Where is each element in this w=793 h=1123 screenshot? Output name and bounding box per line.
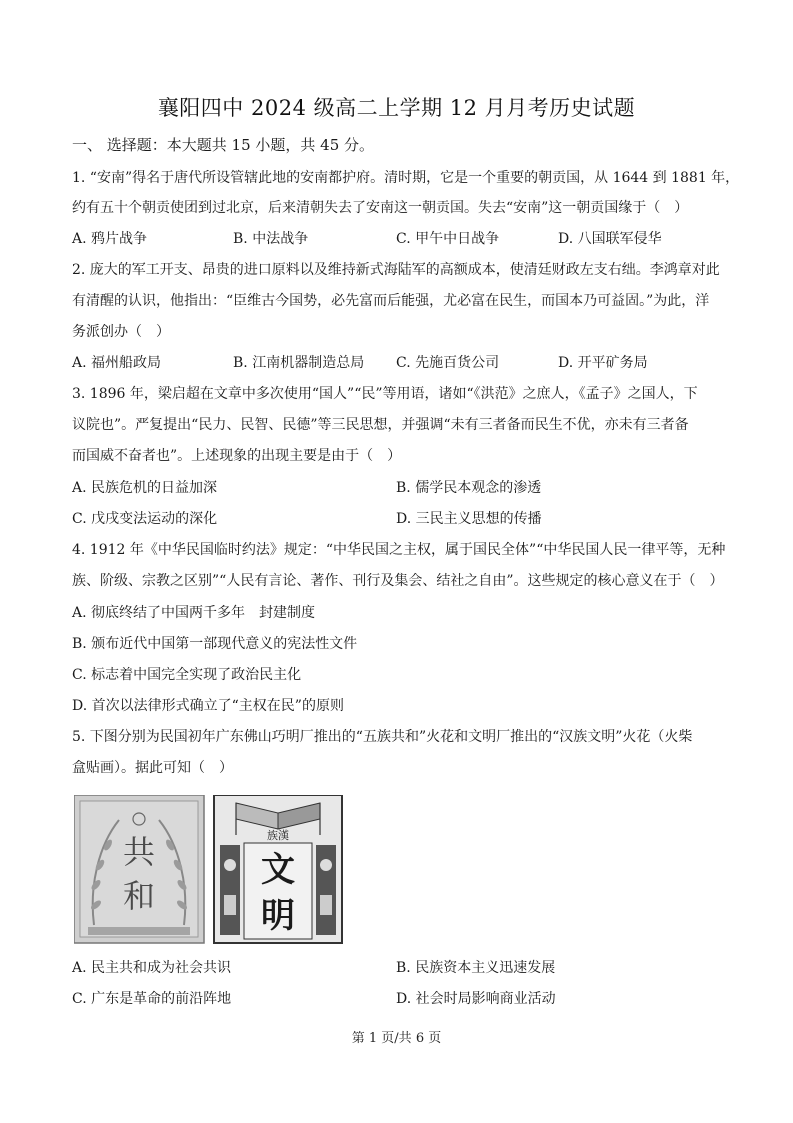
question-3-line-1: 3. 1896 年，梁启超在文章中多次使用“国人”“民”等用语，诸如“《洪范》之庶人，《孟子》之国人，下: [72, 386, 698, 402]
q5-option-d: D. 社会时局影响商业活动: [396, 991, 556, 1007]
question-4-line-1: 4. 1912 年《中华民国临时约法》规定：“中华民国之主权，属于国民全体”“中华民国人民一律平等，无种: [72, 542, 726, 558]
q3-option-d: D. 三民主义思想的传播: [396, 511, 542, 527]
page-footer: 第 1 页/共 6 页: [351, 1031, 442, 1046]
page-title: 襄阳四中 2024 级高二上学期 12 月月考历史试题: [157, 96, 636, 120]
q1-option-c: C. 甲午中日战争: [396, 231, 500, 247]
question-2-line-2: 有清醒的认识，他指出：“臣维古今国势，必先富而后能强，尤必富在民生，而国本乃可益固。”为此，洋: [72, 293, 710, 309]
q5-option-a: A. 民主共和成为社会共识: [72, 960, 232, 976]
q3-option-c: C. 戊戌变法运动的深化: [72, 511, 218, 527]
q3-option-b: B. 儒学民本观念的渗透: [396, 480, 542, 496]
q4-option-d: D. 首次以法律形式确立了“主权在民”的原则: [72, 698, 344, 714]
question-3-line-3: 而国威不奋者也”。上述现象的出现主要是由于（ ）: [72, 448, 402, 464]
q3-option-a: A. 民族危机的日益加深: [72, 480, 218, 496]
right-label-top-text: 文: [261, 850, 295, 890]
question-4-line-2: 族、阶级、宗教之区别”“人民有言论、著作、刊行及集会、结社之自由”。这些规定的核心意义在于（ ）: [72, 573, 724, 589]
question-3-line-2: 议院也”。严复提出“民力、民智、民德”等三民思想，并强调“未有三者备而民生不优，亦未有三者备: [72, 417, 689, 433]
left-matchbox-label: [74, 795, 204, 943]
q2-option-b: B. 江南机器制造总局: [233, 355, 365, 371]
q2-option-c: C. 先施百货公司: [396, 355, 500, 371]
q1-option-d: D. 八国联军侵华: [558, 231, 662, 247]
q2-option-a: A. 福州船政局: [72, 355, 162, 371]
left-label-bottom-text: 和: [122, 877, 156, 915]
question-5-line-2: 盒贴画）。据此可知（ ）: [72, 760, 233, 776]
q1-option-b: B. 中法战争: [233, 231, 309, 247]
question-1-line-2: 约有五十个朝贡使团到过北京，后来清朝失去了安南这一朝贡国。失去“安南”这一朝贡国缘于（ ）: [72, 200, 689, 216]
left-label-top-text: 共: [122, 833, 156, 871]
question-2-line-3: 务派创办（ ）: [72, 324, 170, 340]
q1-option-a: A. 鸦片战争: [72, 231, 148, 247]
q4-option-a: A. 彻底终结了中国两千多年 封建制度: [72, 605, 316, 621]
right-label-small-text: 族漢: [267, 829, 289, 842]
question-2-line-1: 2. 庞大的军工开支、昂贵的进口原料以及维持新式海陆军的高额成本，使清廷财政左支右绌。李鸿章对此: [72, 262, 720, 278]
q4-option-b: B. 颁布近代中国第一部现代意义的宪法性文件: [72, 636, 358, 652]
matchbox-labels-figure: [74, 795, 344, 945]
q4-option-c: C. 标志着中国完全实现了政治民主化: [72, 667, 302, 683]
question-5-line-1: 5. 下图分别为民国初年广东佛山巧明厂推出的“五族共和”火花和文明厂推出的“汉族文明”火花（火柴: [72, 729, 693, 745]
section-header: 一、 选择题：本大题共 15 小题，共 45 分。: [72, 136, 375, 154]
right-label-bottom-text: 明: [261, 896, 295, 936]
right-matchbox-label: [214, 795, 342, 943]
q2-option-d: D. 开平矿务局: [558, 355, 648, 371]
q5-option-c: C. 广东是革命的前沿阵地: [72, 991, 232, 1007]
question-1-line-1: 1. “安南”得名于唐代所设管辖此地的安南都护府。清时期，它是一个重要的朝贡国，从 1644 到 1881 年，: [72, 170, 740, 186]
q5-option-b: B. 民族资本主义迅速发展: [396, 960, 556, 976]
